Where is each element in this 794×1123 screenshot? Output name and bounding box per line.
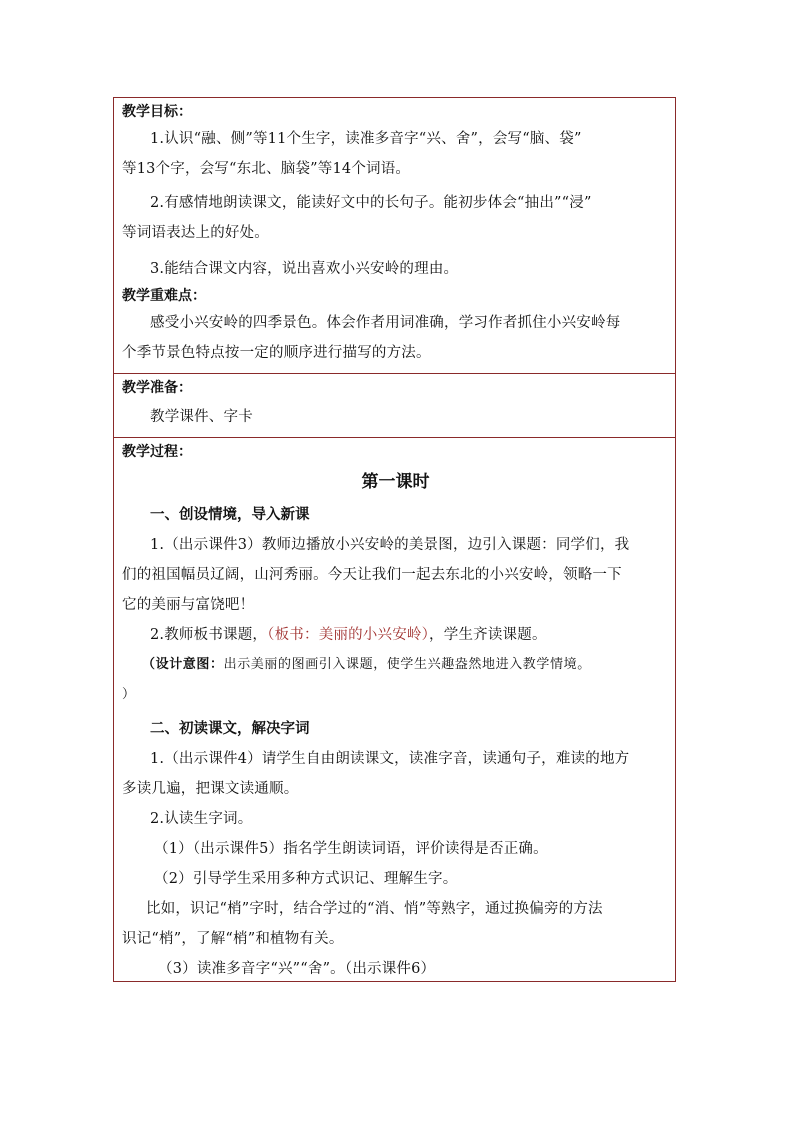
design-intent-label: （设计意图： bbox=[142, 657, 224, 672]
goal-1-line-1: 1.认识“融、侧”等11个生字，读准多音字“兴、舍”，会写“脑、袋” bbox=[150, 131, 582, 147]
process-heading: 教学过程： bbox=[122, 444, 192, 460]
section-2-para-5-line-2: 识记“梢”，了解“梢”和植物有关。 bbox=[122, 931, 344, 947]
para-2-text-post: ，学生齐读课题。 bbox=[429, 627, 547, 643]
goal-2-line-1: 2.有感情地朗读课文，能读好文中的长句子。能初步体会“抽出”“浸” bbox=[150, 195, 592, 211]
key-points-heading: 教学重难点： bbox=[122, 288, 206, 304]
para-2-text-pre: 2.教师板书课题， bbox=[150, 627, 268, 643]
goal-2-line-2: 等词语表达上的好处。 bbox=[122, 225, 269, 241]
preparation-heading: 教学准备： bbox=[122, 380, 192, 396]
section-1-para-1-line-1: 1.（出示课件3）教师边播放小兴安岭的美景图，边引入课题：同学们，我 bbox=[150, 537, 630, 553]
section-2-para-1-line-2: 多读几遍，把课文读通顺。 bbox=[122, 781, 299, 797]
section-1-para-1-line-3: 它的美丽与富饶吧！ bbox=[122, 597, 255, 613]
key-points-line-2: 个季节景色特点按一定的顺序进行描写的方法。 bbox=[122, 345, 431, 361]
section-2-title: 二、初读课文，解决字词 bbox=[150, 720, 310, 737]
section-1-para-1-line-2: 们的祖国幅员辽阔，山河秀丽。今天让我们一起去东北的小兴安岭，领略一下 bbox=[122, 567, 622, 583]
goals-heading: 教学目标： bbox=[122, 104, 192, 120]
section-2-para-3: （1）（出示课件5）指名学生朗读词语，评价读得是否正确。 bbox=[154, 841, 548, 857]
section-2-para-2: 2.认读生字词。 bbox=[150, 811, 253, 827]
section-1-para-2 bbox=[122, 620, 669, 650]
section-2-para-4: （2）引导学生采用多种方式识记、理解生字。 bbox=[154, 871, 458, 887]
lesson-title: 第一课时 bbox=[361, 472, 430, 492]
section-1-title: 一、创设情境，导入新课 bbox=[150, 506, 310, 523]
goals-cell bbox=[113, 97, 676, 373]
key-points-line-1: 感受小兴安岭的四季景色。体会作者用词准确，学习作者抓住小兴安岭每 bbox=[150, 315, 621, 331]
blackboard-title: （板书：美丽的小兴安岭） bbox=[267, 627, 430, 643]
section-2-para-6: （3）读准多音字“兴”“舍”。（出示课件6） bbox=[158, 961, 436, 977]
design-intent-note bbox=[122, 650, 669, 680]
process-cell bbox=[113, 437, 676, 982]
preparation-cell bbox=[113, 373, 676, 437]
section-2-para-5-line-1: 比如，识记“梢”字时，结合学过的“消、悄”等熟字，通过换偏旁的方法 bbox=[146, 901, 603, 917]
design-intent-close: ） bbox=[122, 687, 136, 702]
section-2-para-1-line-1: 1.（出示课件4）请学生自由朗读课文，读准字音，读通句子，难读的地方 bbox=[150, 751, 630, 767]
goal-1-line-2: 等13个字，会写“东北、脑袋”等14个词语。 bbox=[122, 161, 411, 177]
preparation-content: 教学课件、字卡 bbox=[150, 409, 253, 425]
lesson-plan-table bbox=[113, 97, 676, 982]
goal-3: 3.能结合课文内容，说出喜欢小兴安岭的理由。 bbox=[150, 261, 459, 277]
design-intent-text: 出示美丽的图画引入课题，使学生兴趣盎然地进入教学情境。 bbox=[223, 657, 591, 672]
